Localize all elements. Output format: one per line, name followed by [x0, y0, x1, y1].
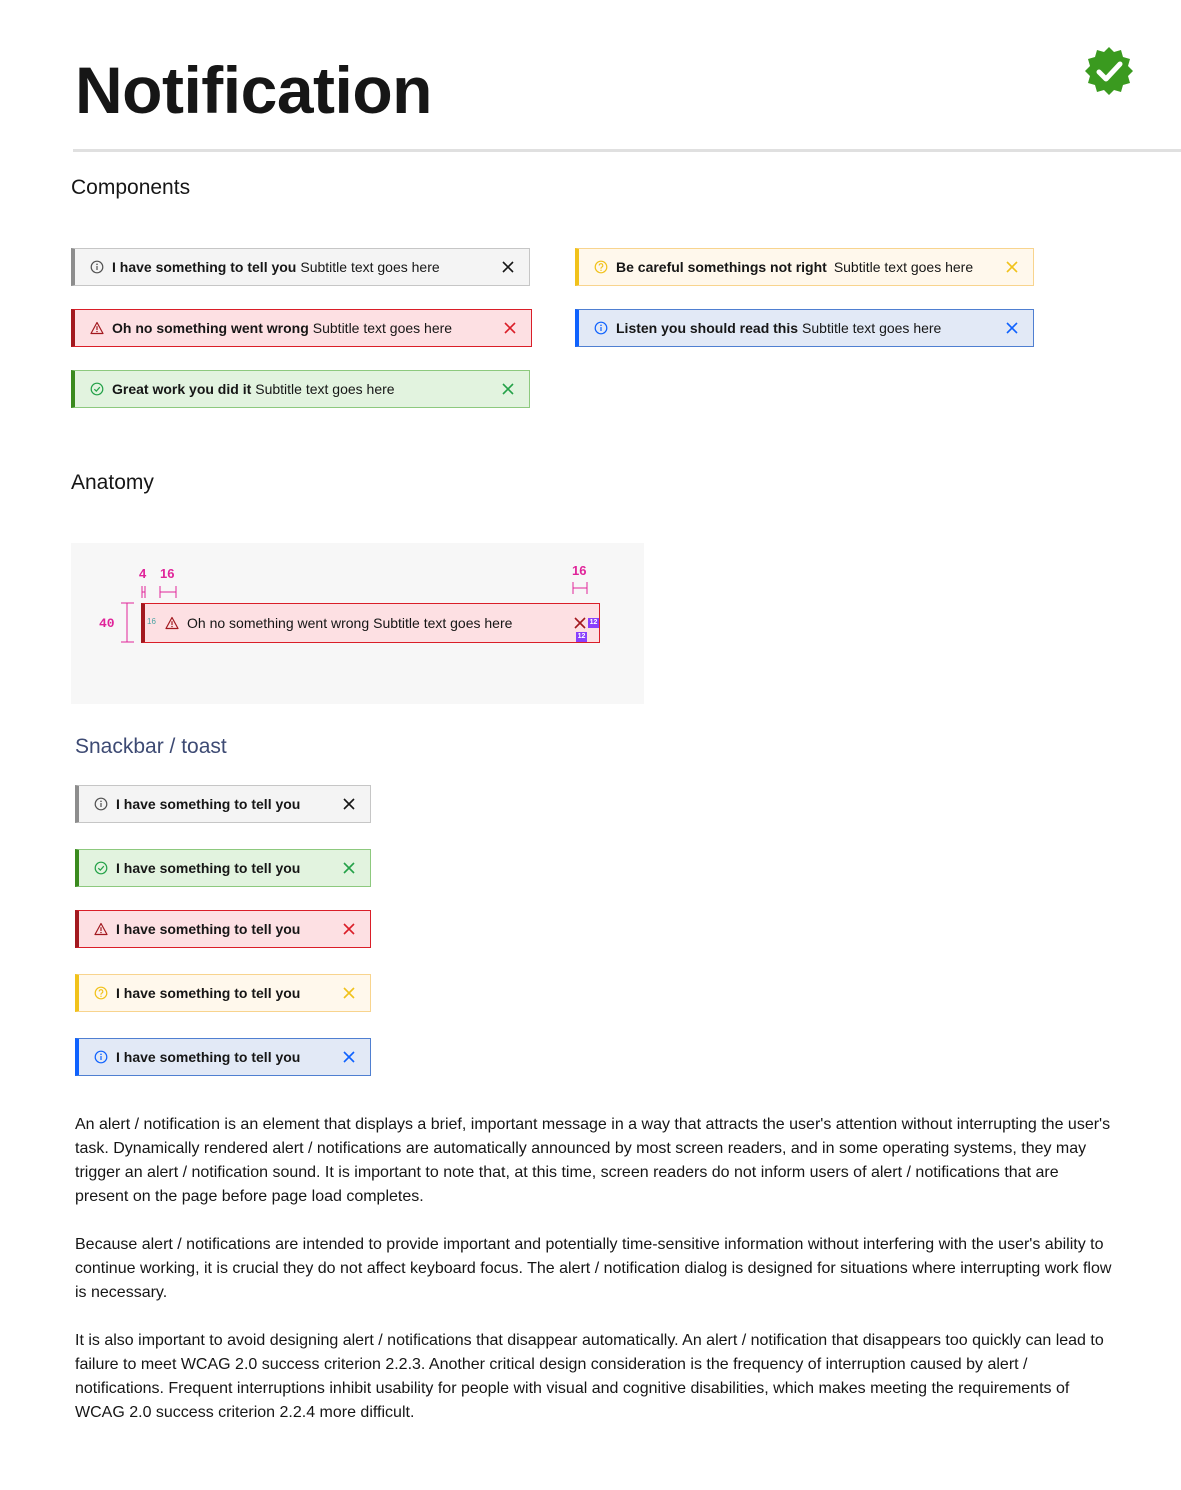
notification-title: Oh no something went wrong [187, 615, 370, 631]
notification-subtitle: Subtitle text goes here [373, 615, 513, 631]
spacing-tag-right: 12 [589, 619, 598, 626]
dimension-label-right: 16 [572, 563, 587, 578]
snackbar-success [75, 849, 371, 887]
close-icon[interactable] [499, 258, 517, 276]
help-circle-icon [94, 986, 108, 1000]
snackbar-label: I have something to tell you [116, 1049, 301, 1065]
notification-success [71, 370, 530, 408]
section-heading-snackbar: Snackbar / toast [75, 735, 227, 758]
notification-subtitle: Subtitle text goes here [300, 259, 440, 275]
notification-title: I have something to tell you [112, 259, 297, 275]
dimension-label-border: 4 [139, 566, 147, 581]
close-icon[interactable] [340, 859, 358, 877]
close-icon[interactable] [1003, 258, 1021, 276]
close-icon[interactable] [340, 1048, 358, 1066]
notification-warning [575, 248, 1034, 286]
page-title: Notification [75, 53, 432, 127]
notification-subtitle: Subtitle text goes here [255, 381, 395, 397]
notification-title: Be careful somethings not right [616, 259, 827, 275]
notification-neutral [71, 248, 530, 286]
snackbar-label: I have something to tell you [116, 985, 301, 1001]
info-circle-icon [94, 1050, 108, 1064]
description-paragraph: An alert / notification is an element that displays a brief, important message in a way that attracts the user's attention without interrupting the user's task. Dynamically rendered alert / notifications are automatically announced by most screen readers, and in some operating systems, they may trigger an alert / notification sound. It is important to note that, at this time, screen readers do not inform users of alert / notifications that are present on the page before page load completes. [75, 1116, 1111, 1205]
spacing-tag-bottom: 12 [577, 633, 586, 640]
warning-triangle-icon [94, 922, 108, 936]
close-icon[interactable] [340, 920, 358, 938]
verified-badge-icon [1084, 46, 1134, 96]
description-paragraph: Because alert / notifications are intended to provide important and potentially time-sensitive information without interfering with the user's ability to continue working, it is crucial they do not affect keyboard focus. The alert / notification dialog is designed for situations where interrupting work flow is necessary. [75, 1236, 1112, 1301]
notification-title: Oh no something went wrong [112, 320, 309, 336]
section-heading-anatomy: Anatomy [71, 471, 154, 494]
notification-title: Listen you should read this [616, 320, 799, 336]
snackbar-error [75, 910, 371, 948]
title-divider [73, 149, 1181, 152]
notification-info [575, 309, 1034, 347]
warning-triangle-icon [90, 321, 104, 335]
checkmark-circle-icon [94, 861, 108, 875]
snackbar-label: I have something to tell you [116, 796, 301, 812]
checkmark-circle-icon [90, 382, 104, 396]
close-icon[interactable] [571, 614, 589, 632]
snackbar-warning [75, 974, 371, 1012]
anatomy-diagram [71, 543, 644, 704]
anatomy-notification [141, 603, 600, 643]
notification-title: Great work you did it [112, 381, 252, 397]
notification-error [71, 309, 532, 347]
dimension-label-padding: 16 [160, 566, 175, 581]
snackbar-label: I have something to tell you [116, 860, 301, 876]
help-circle-icon [594, 260, 608, 274]
info-circle-icon [594, 321, 608, 335]
snackbar-label: I have something to tell you [116, 921, 301, 937]
notification-subtitle: Subtitle text goes here [833, 259, 974, 275]
dimension-label-height: 40 [99, 616, 115, 631]
close-icon[interactable] [501, 319, 519, 337]
close-icon[interactable] [340, 795, 358, 813]
notification-subtitle: Subtitle text goes here [312, 320, 453, 336]
close-icon[interactable] [340, 984, 358, 1002]
warning-triangle-icon [165, 616, 179, 630]
snackbar-neutral [75, 785, 371, 823]
inner-padding-label: 16 [147, 617, 156, 626]
info-circle-icon [94, 797, 108, 811]
notification-subtitle: Subtitle text goes here [802, 320, 942, 336]
info-circle-icon [90, 260, 104, 274]
close-icon[interactable] [499, 380, 517, 398]
section-heading-components: Components [71, 176, 191, 199]
snackbar-info [75, 1038, 371, 1076]
description-paragraph: It is also important to avoid designing alert / notifications that disappear automatically. An alert / notification that disappears too quickly can lead to failure to meet WCAG 2.0 success criterion 2.2.3. Another critical design consideration is the frequency of interruption caused by alert / notifications. Frequent interruptions inhibit usability for people with visual and cognitive disabilities, which makes meeting the requirements of WCAG 2.0 success criterion 2.2.4 more difficult. [75, 1332, 1104, 1421]
close-icon[interactable] [1003, 319, 1021, 337]
